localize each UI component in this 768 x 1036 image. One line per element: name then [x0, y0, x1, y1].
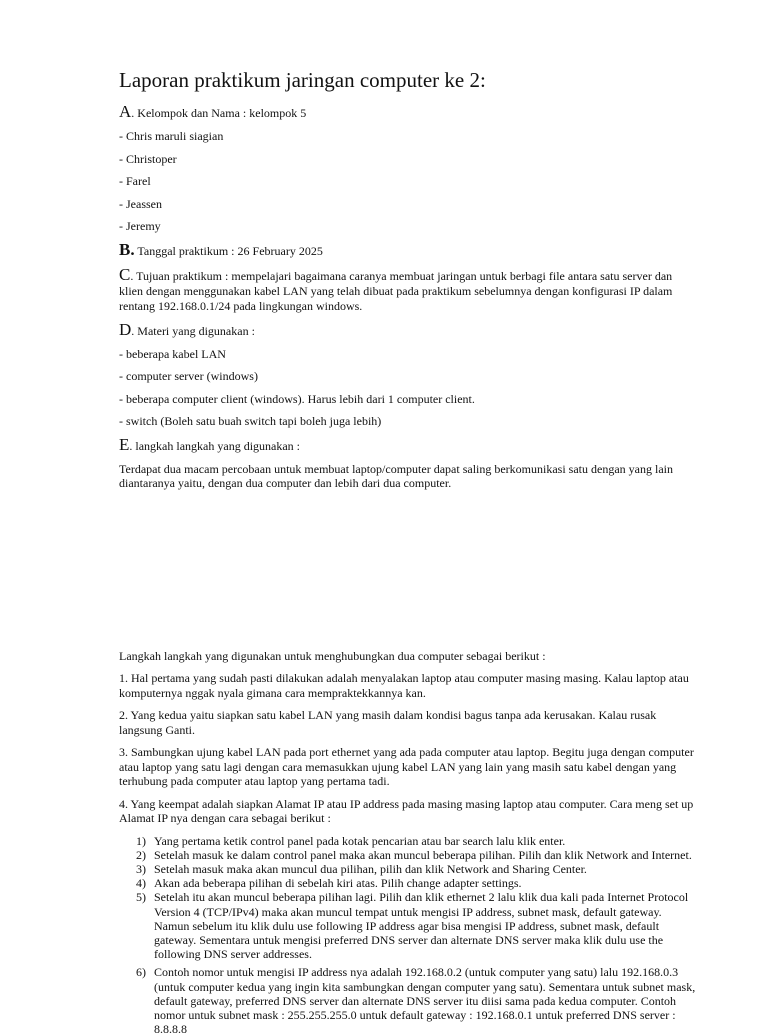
substep-text: Akan ada beberapa pilihan di sebelah kiri atas. Pilih change adapter settings.	[154, 876, 522, 890]
section-e-text: . langkah langkah yang digunakan :	[129, 439, 300, 453]
document-title: Laporan praktikum jaringan computer ke 2:	[119, 66, 697, 94]
substep-text: Setelah itu akan muncul beberapa pilihan lagi. Pilih dan klik ethernet 2 lalu klik dua kali pada Internet Protocol Version 4 (TCP/IPv4) maka akan muncul tempat untuk mengisi IP address, subnet mask, default gateway. Namun sebelum itu klik dulu use following IP address agar bisa mengisi IP address, subnet mask, default gateway. Sementara untuk mengisi preferred DNS server dan alternate DNS server maka klik dulu use the following DNS server addresses.	[154, 890, 688, 961]
section-b-text: Tanggal praktikum : 26 February 2025	[135, 244, 323, 258]
member-item: - Farel	[119, 174, 697, 189]
substep-number: 1)	[136, 834, 146, 848]
section-e-intro: Terdapat dua macam percobaan untuk membuat laptop/computer dapat saling berkomunikasi satu dengan yang lain diantaranya yaitu, dengan dua computer dan lebih dari dua computer.	[119, 462, 697, 491]
substep-item	[119, 965, 697, 1036]
substep-text: Setelah masuk maka akan muncul dua pilihan, pilih dan klik Network and Sharing Center.	[154, 862, 587, 876]
substep-item	[119, 862, 697, 876]
member-item: - Jeremy	[119, 219, 697, 234]
substep-number: 4)	[136, 876, 146, 890]
section-a	[119, 104, 697, 121]
material-item: - switch (Boleh satu buah switch tapi boleh juga lebih)	[119, 414, 697, 429]
member-item: - Chris maruli siagian	[119, 129, 697, 144]
substep-number: 5)	[136, 890, 146, 904]
section-c-text: . Tujuan praktikum : mempelajari bagaimana caranya membuat jaringan untuk berbagi file antara satu server dan klien dengan menggunakan kabel LAN yang telah dibuat pada praktikum sebelumnya dengan konfigurasi IP dalam rentang 192.168.0.1/24 pada lingkungan windows.	[119, 269, 672, 313]
section-d	[119, 322, 697, 339]
section-d-letter: D	[119, 320, 131, 339]
step-paragraph: 3. Sambungkan ujung kabel LAN pada port ethernet yang ada pada computer atau laptop. Begitu juga dengan computer atau laptop yang satu lagi dengan cara memasukkan ujung kabel LAN yang lain yang masih satu kabel dengan yang terhubung pada computer atau laptop yang pertama tadi.	[119, 745, 697, 789]
material-item: - computer server (windows)	[119, 369, 697, 384]
section-a-letter: A	[119, 102, 131, 121]
section-c	[119, 267, 697, 314]
substep-item	[119, 876, 697, 890]
member-item: - Jeassen	[119, 197, 697, 212]
substep-number: 6)	[136, 965, 146, 979]
blank-space	[119, 499, 697, 649]
substep-number: 2)	[136, 848, 146, 862]
member-item: - Christoper	[119, 152, 697, 167]
step-paragraph: 1. Hal pertama yang sudah pasti dilakukan adalah menyalakan laptop atau computer masing masing. Kalau laptop atau komputernya nggak nyala gimana cara mempraktekkannya kan.	[119, 671, 697, 700]
material-item: - beberapa kabel LAN	[119, 347, 697, 362]
substep-text: Yang pertama ketik control panel pada kotak pencarian atau bar search lalu klik enter.	[154, 834, 565, 848]
material-item: - beberapa computer client (windows). Harus lebih dari 1 computer client.	[119, 392, 697, 407]
substep-item	[119, 848, 697, 862]
document-page	[119, 66, 697, 1036]
section-d-text: . Materi yang digunakan :	[131, 324, 255, 338]
substeps-list	[119, 834, 697, 1036]
step-paragraph: 4. Yang keempat adalah siapkan Alamat IP atau IP address pada masing masing laptop atau computer. Cara meng set up Alamat IP nya dengan cara sebagai berikut :	[119, 797, 697, 826]
substep-text: Contoh nomor untuk mengisi IP address nya adalah 192.168.0.2 (untuk computer yang satu) lalu 192.168.0.3 (untuk computer kedua yang ingin kita sambungkan dengan computer yang satu). Sementara untuk subnet mask, default gateway, preferred DNS server dan alternate DNS server itu diisi sama pada kedua computer. Contoh nomor untuk subnet mask : 255.255.255.0 untuk default gateway : 192.168.0.1 untuk preferred DNS server : 8.8.8.8	[154, 965, 695, 1036]
section-e-letter: E	[119, 435, 129, 454]
substep-item	[119, 890, 697, 961]
section-a-text: . Kelompok dan Nama : kelompok 5	[131, 106, 306, 120]
step-paragraph: 2. Yang kedua yaitu siapkan satu kabel LAN yang masih dalam kondisi bagus tanpa ada kerusakan. Kalau rusak langsung Ganti.	[119, 708, 697, 737]
substep-item	[119, 834, 697, 848]
section-b	[119, 242, 697, 259]
section-c-letter: C	[119, 265, 130, 284]
substep-text: Setelah masuk ke dalam control panel maka akan muncul beberapa pilihan. Pilih dan klik Network and Internet.	[154, 848, 692, 862]
steps-intro: Langkah langkah yang digunakan untuk menghubungkan dua computer sebagai berikut :	[119, 649, 697, 664]
substep-number: 3)	[136, 862, 146, 876]
section-b-letter: B.	[119, 240, 135, 259]
section-e	[119, 437, 697, 454]
